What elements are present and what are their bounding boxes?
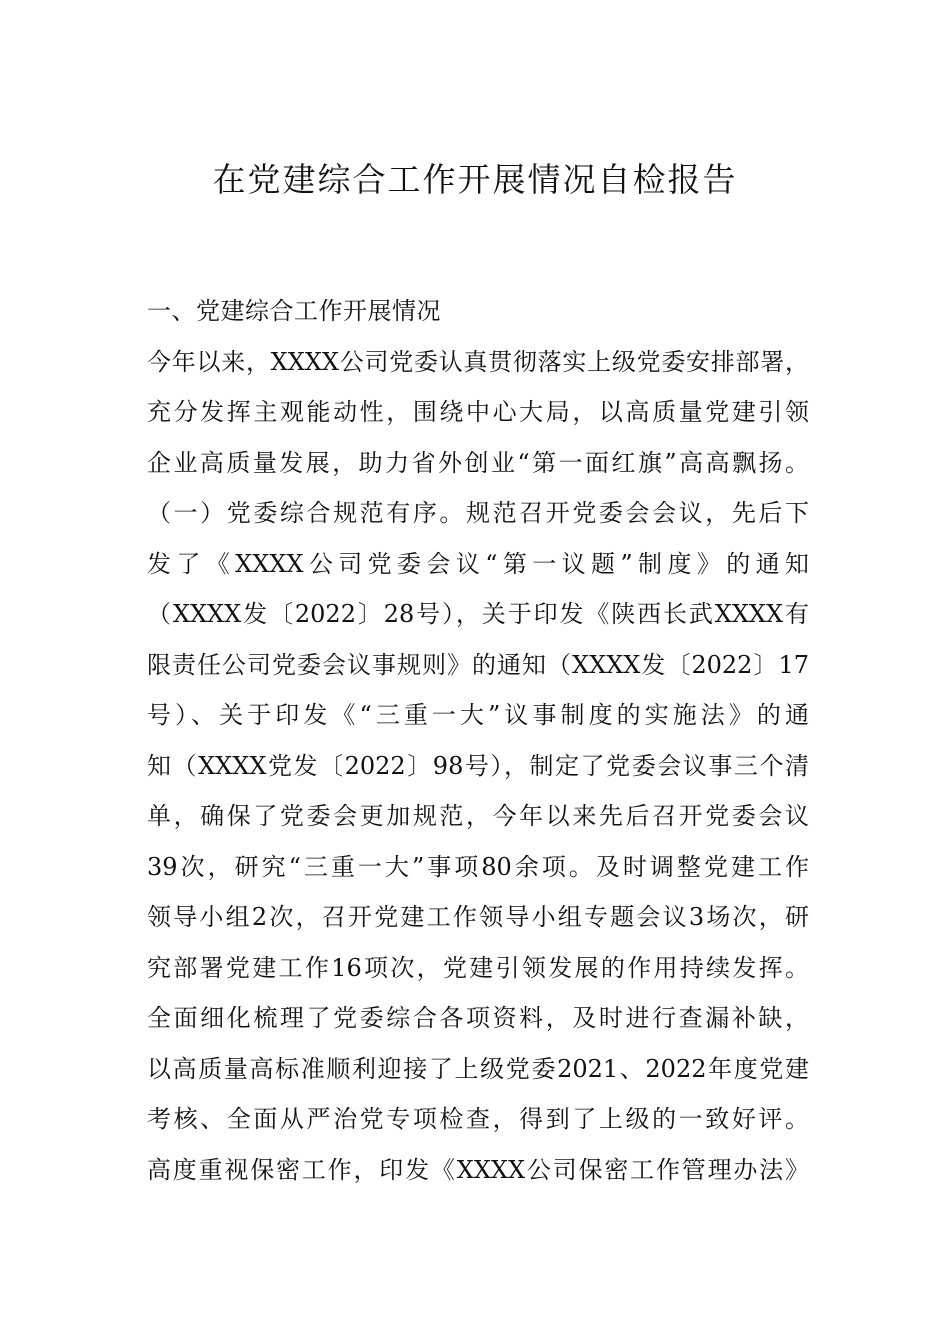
paragraph-line: 充分发挥主观能动性，围绕中心大局，以高质量党建引领 xyxy=(147,398,809,426)
paragraph-line: 企业高质量发展，助力省外创业“第一面红旗”高高飘扬。 xyxy=(147,448,809,477)
paragraph-line: 究部署党建工作16项次，党建引领发展的作用持续发挥。 xyxy=(147,953,809,982)
paragraph-line: （XXXX发〔2022〕28号），关于印发《陕西长武XXXX有 xyxy=(147,600,809,628)
subsection-line: （一）党委综合规范有序。规范召开党委会会议，先后下 xyxy=(147,499,809,527)
paragraph-line: 考核、全面从严治党专项检查，得到了上级的一致好评。 xyxy=(147,1105,809,1133)
paragraph-line: 知（XXXX党发〔2022〕98号），制定了党委会议事三个清 xyxy=(147,751,809,780)
section-heading: 一、党建综合工作开展情况 xyxy=(147,297,441,325)
paragraph-line: 以高质量高标准顺利迎接了上级党委2021、2022年度党建 xyxy=(147,1054,809,1083)
paragraph-line: 39次，研究“三重一大”事项80余项。及时调整党建工作 xyxy=(147,852,809,881)
paragraph-line: 单，确保了党委会更加规范，今年以来先后召开党委会议 xyxy=(147,802,809,830)
paragraph-line: 限责任公司党委会议事规则》的通知（XXXX发〔2022〕17 xyxy=(147,650,809,679)
paragraph-line: 领导小组2次，召开党建工作领导小组专题会议3场次，研 xyxy=(147,903,809,931)
document-body xyxy=(147,292,809,1201)
document-title: 在党建综合工作开展情况自检报告 xyxy=(212,160,738,199)
paragraph-line: 高度重视保密工作，印发《XXXX公司保密工作管理办法》 xyxy=(147,1155,809,1184)
paragraph-line: 全面细化梳理了党委综合各项资料，及时进行查漏补缺， xyxy=(147,1004,809,1032)
paragraph-line: 发了《XXXX公司党委会议“第一议题”制度》的通知 xyxy=(147,549,809,578)
paragraph-line: 今年以来，XXXX公司党委认真贯彻落实上级党委安排部署， xyxy=(147,347,809,376)
paragraph-line: 号）、关于印发《“三重一大”议事制度的实施法》的通 xyxy=(147,701,809,729)
